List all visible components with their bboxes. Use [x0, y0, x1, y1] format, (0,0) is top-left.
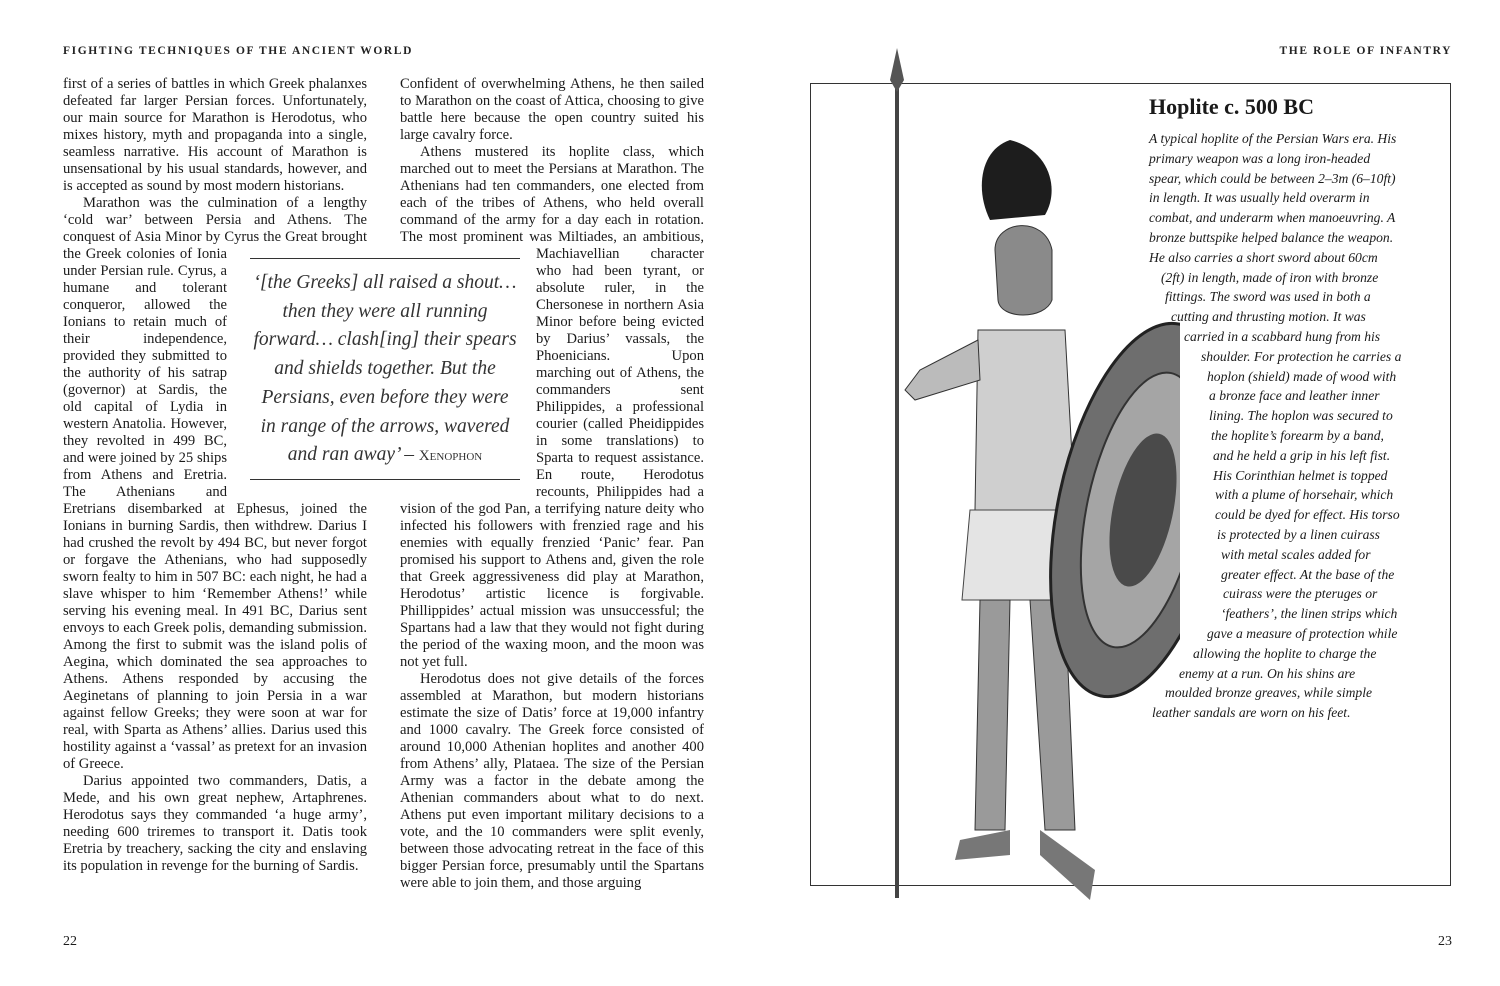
page-number-left: 22 [63, 934, 77, 949]
caption-line: ‘feathers’, the linen strips which [1221, 606, 1398, 622]
caption-line: spear, which could be between 2–3m (6–10ft) [1149, 170, 1396, 186]
running-head-left: FIGHTING TECHNIQUES OF THE ANCIENT WORLD [63, 45, 413, 57]
quote-line: in range of the arrows, wavered [260, 415, 510, 437]
caption-line: shoulder. For protection he carries a [1201, 348, 1402, 364]
caption-line: is protected by a linen cuirass [1217, 526, 1380, 542]
caption-line: lining. The hoplon was secured to [1209, 408, 1393, 424]
caption-line: hoplon (shield) made of wood with [1207, 368, 1397, 384]
caption-line: leather sandals are worn on his feet. [1152, 705, 1351, 721]
caption-line: combat, and underarm when manoeuvring. A [1149, 210, 1396, 226]
quote-text: and ran away’ – [287, 444, 419, 466]
caption-line: the hoplite’s forearm by a band, [1211, 427, 1384, 443]
paragraph: Herodotus does not give details of the forces assembled at Marathon, but modern historians estimate the size of Datis’ force at 19,000 infantry and 1000 cavalry. The Greek force consisted of around 10,000 Athenian hoplites and another 400 from Athens’ ally, Plataea. The size of the Persian Army was a factor in the debate among the Athenian commanders about what to do next. Athens put even important military decisions to a vote, and the 10 commanders were split evenly, between those advocating retreat in the face of this bigger Persian force, presumably until the Spartans were able to join them, and those arguing [400, 671, 704, 891]
caption-line: primary weapon was a long iron-headed [1149, 150, 1371, 166]
quote-line: forward… clash[ing] their spears [253, 329, 517, 351]
caption-line: could be dyed for effect. His torso [1215, 507, 1400, 523]
quote-line: then they were all running [282, 300, 488, 322]
caption-line: carried in a scabbard hung from his [1184, 328, 1381, 344]
caption-line: cuirass were the pteruges or [1223, 586, 1378, 602]
paragraph: Marathon was the culmination of a lengthy ‘cold war’ between Persia and Athens. The conquest of Asia Minor by Cyrus the Great brought the Greek colonies of Ionia under Persian rule. Cyrus, a humane and tolerant conqueror, allowed the Ionians to retain much of their independence, provided they submitted to the authority of his satrap (governor) at Sardis, the old capital of Lydia in western Anatolia. However, they revolted in 499 BC, and were joined by 25 ships from Athens and Eretria. The Athenians and Eretrians disembarked at Ephesus, joined the Ionians in burning Sardis, then withdrew. Darius I had crushed the revolt by 494 BC, but never forgot or forgave the Athenians, who had supposedly sworn fealty to him in 507 BC: each night, he had a slave whisper to him ‘Remember Athens!’ while serving his evening meal. In 491 BC, Darius sent envoys to each Greek polis, demanding submission. Among the first to submit was the island polis of Aegina, which dominated the sea approaches to Athens. Athens responded by accusing the Aeginetans of planning to join Persia in a war against fellow Greeks; they were soon at war for real, with Sparta as Athens’ allies. Darius used this hostility against a ‘vassal’ as pretext for an invasion of Greece. [63, 195, 367, 772]
caption-line: greater effect. At the base of the [1221, 566, 1395, 582]
caption-title: Hoplite c. 500 BC [1149, 94, 1314, 119]
running-head-right: THE ROLE OF INFANTRY [1279, 45, 1452, 57]
paragraph: first of a series of battles in which Greek phalanxes defeated far larger Persian forces. Unfortunately, our main source for Marathon is Herodotus, who mixes history, myth and propaganda into a single, seamless narrative. His account of Marathon is unsensational by his usual standards, however, and is accepted as sound by most modern historians. [63, 76, 367, 194]
page-number-right: 23 [1438, 934, 1452, 949]
caption-line: in length. It was usually held overarm in [1149, 190, 1370, 206]
caption-line: A typical hoplite of the Persian Wars era. His [1149, 131, 1397, 146]
caption-line: gave a measure of protection while [1207, 625, 1398, 641]
quote-line: and shields together. But the [274, 358, 496, 380]
caption-line: cutting and thrusting motion. It was [1171, 309, 1366, 325]
caption-text [0, 129, 1500, 723]
caption-line: (2ft) in length, made of iron with bronze [1161, 269, 1379, 285]
caption-line: allowing the hoplite to charge the [1193, 645, 1377, 661]
paragraph: Confident of overwhelming Athens, he then sailed to Marathon on the coast of Attica, choosing to give battle here because the open country suited his large cavalry force. [400, 76, 704, 143]
caption-line: moulded bronze greaves, while simple [1165, 685, 1373, 701]
caption-line: and he held a grip in his left fist. [1213, 447, 1391, 463]
quote-line: Persians, even before they were [261, 386, 509, 408]
paragraph: Darius appointed two commanders, Datis, a Mede, and his own great nephew, Artaphrenes. Herodotus says they commanded ‘a huge army’, needing 600 triremes to transport it. Datis took Eretria by treachery, sacking the city and enslaving its population in revenge for the burning of Sardis. [63, 773, 367, 874]
caption-line: His Corinthian helmet is topped [1213, 467, 1388, 483]
paragraph: Athens mustered its hoplite class, which marched out to meet the Persians at Marathon. The Athenians had ten commanders, one elected from each of the tribes of Athens, who held overall command of the army for a day each in rotation. The most prominent was Miltiades, an ambitious, Machiavellian character who had been tyrant, or absolute ruler, in the Chersonese in northern Asia Minor before being evicted by Darius’ vassals, the Phoenicians. Upon marching out of Athens, the commanders sent Philippides, a professional courier (called Pheidippides in some translations) to Sparta to request assistance. En route, Herodotus recounts, Philippides had a vision of the god Pan, a terrifying nature deity who infected his followers with frenzied rage and his enemies with equally frenzied ‘Panic’ fear. Pan promised his support to Athens and, given the role that Greek aggressiveness did play at Marathon, Herodotus’ artistic licence is forgivable. Phillippides’ actual mission was unsuccessful; the Spartans had a law that they would not fight during the period of the waxing moon, and the moon was not yet full. [400, 144, 704, 670]
caption-line: bronze buttspike helped balance the weapon. [1149, 229, 1394, 245]
quote-line: ‘[the Greeks] all raised a shout… [253, 272, 517, 293]
caption-line: enemy at a run. On his shins are [1179, 665, 1356, 681]
caption-line: with a plume of horsehair, which [1215, 487, 1394, 503]
caption-line: He also carries a short sword about 60cm [1149, 249, 1378, 265]
sandals [955, 830, 1095, 900]
quote-source: Xenophon [418, 448, 483, 465]
caption-line: a bronze face and leather inner [1209, 388, 1380, 404]
caption-line: fittings. The sword was used in both a [1165, 289, 1371, 305]
caption-line: with metal scales added for [1221, 546, 1371, 562]
